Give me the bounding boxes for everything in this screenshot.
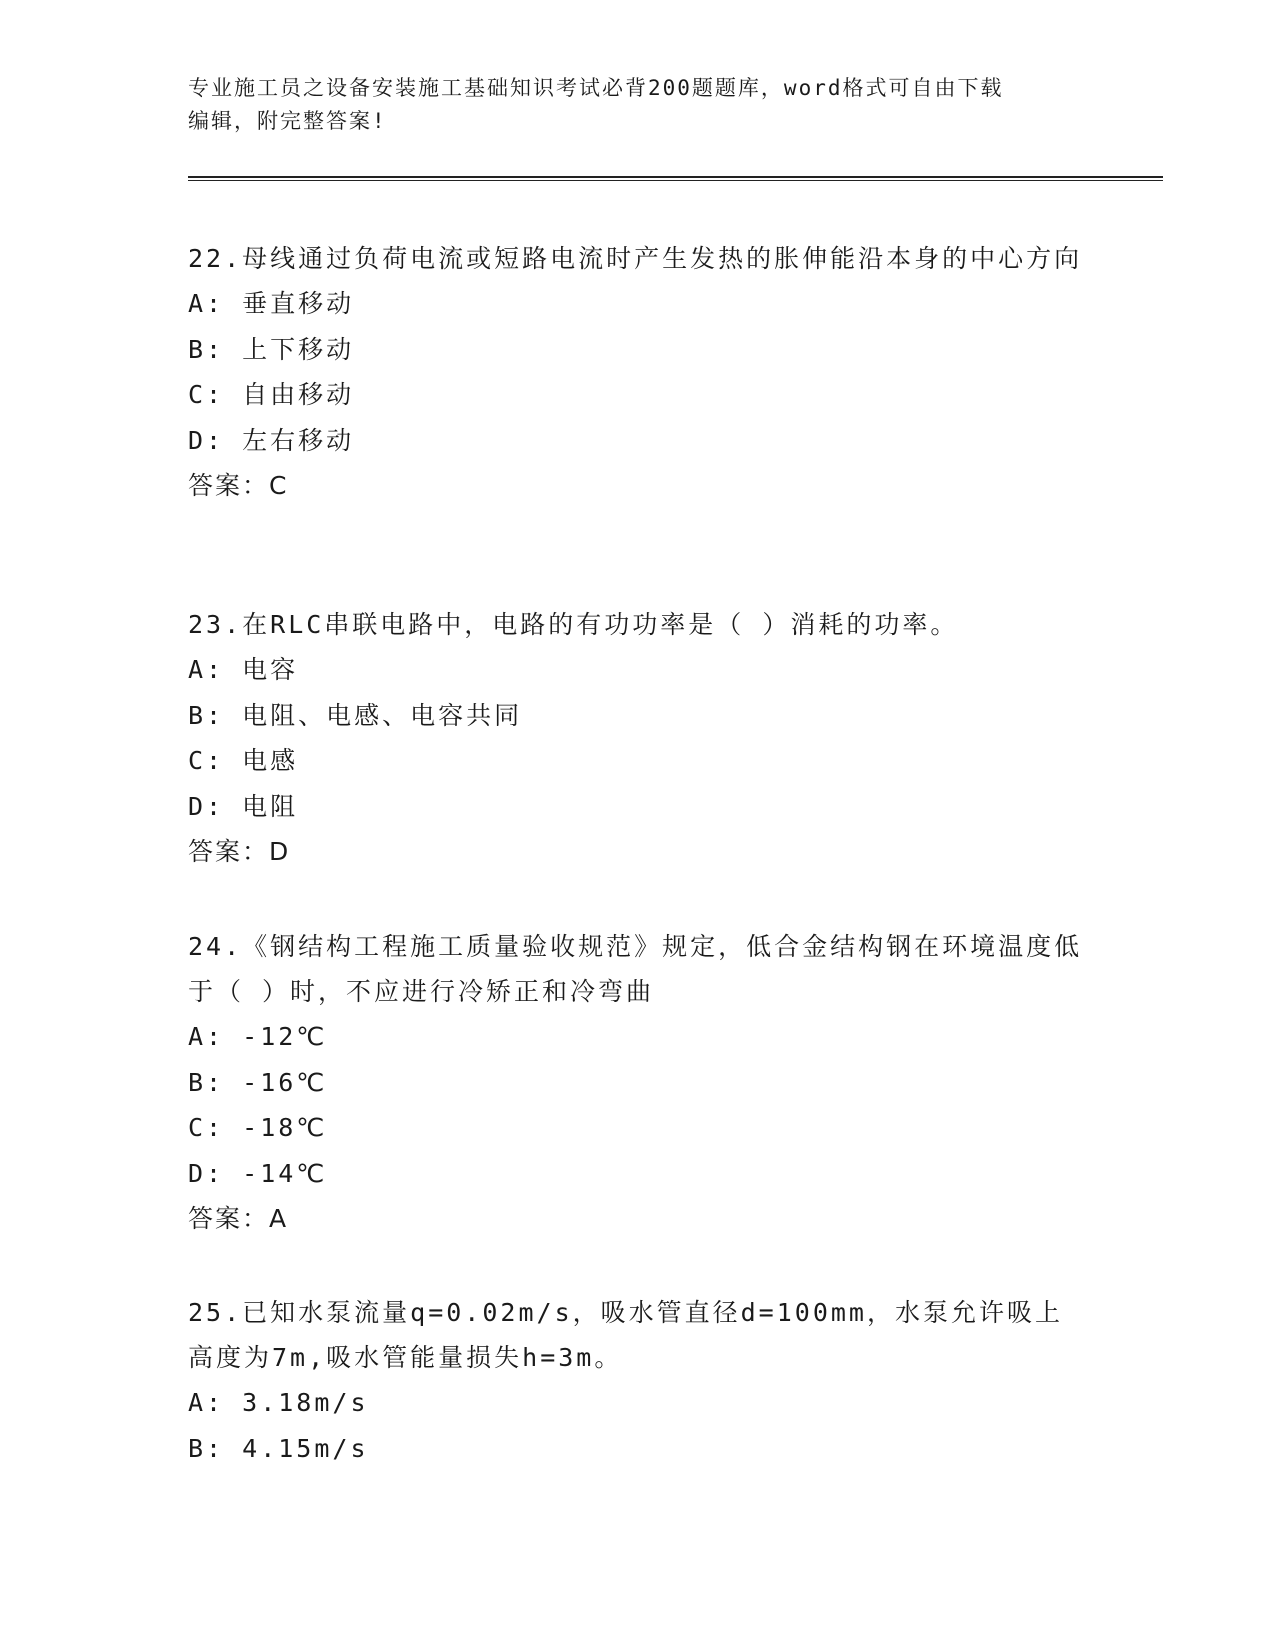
header-title-line: 专业施工员之设备安装施工基础知识考试必背200题题库，word格式可自由下载	[188, 76, 1004, 100]
option-d: D: 左右移动	[188, 425, 355, 455]
option-b: B: 上下移动	[188, 334, 355, 364]
answer-line: 答案：D	[188, 837, 291, 866]
question-23	[188, 602, 1088, 875]
header-title-line-2: 编辑，附完整答案!	[188, 109, 387, 133]
option-c: C: -18℃	[188, 1113, 328, 1142]
option-b: B: 电阻、电感、电容共同	[188, 700, 523, 730]
option-a: A: 垂直移动	[188, 289, 355, 318]
question-22	[188, 236, 1088, 509]
option-c: C: 电感	[188, 746, 299, 775]
question-24	[188, 924, 1088, 1242]
answer-line: 答案：A	[188, 1204, 289, 1233]
question-stem: 25.已知水泵流量q=0.02m/s，吸水管直径d=100mm，水泵允许吸上高度为7m,吸水管能量损失h=3m。	[188, 1298, 1063, 1372]
option-a: A: 电容	[188, 655, 299, 684]
document-header	[188, 72, 1088, 138]
option-d: D: 电阻	[188, 791, 299, 821]
option-b: B: -16℃	[188, 1067, 328, 1097]
option-c: C: 自由移动	[188, 380, 355, 409]
option-b: B: 4.15m/s	[188, 1433, 369, 1463]
header-divider	[188, 176, 1163, 181]
question-stem: 23.在RLC串联电路中，电路的有功功率是（ ）消耗的功率。	[188, 610, 959, 639]
option-a: A: 3.18m/s	[188, 1388, 369, 1417]
question-stem: 22.母线通过负荷电流或短路电流时产生发热的胀伸能沿本身的中心方向	[188, 244, 1083, 273]
option-a: A: -12℃	[188, 1022, 328, 1051]
question-stem: 24.《钢结构工程施工质量验收规范》规定，低合金结构钢在环境温度低于（ ）时，不应进行冷矫正和冷弯曲	[188, 932, 1083, 1006]
question-25	[188, 1290, 1088, 1471]
answer-line: 答案：C	[188, 471, 289, 500]
option-d: D: -14℃	[188, 1158, 328, 1188]
